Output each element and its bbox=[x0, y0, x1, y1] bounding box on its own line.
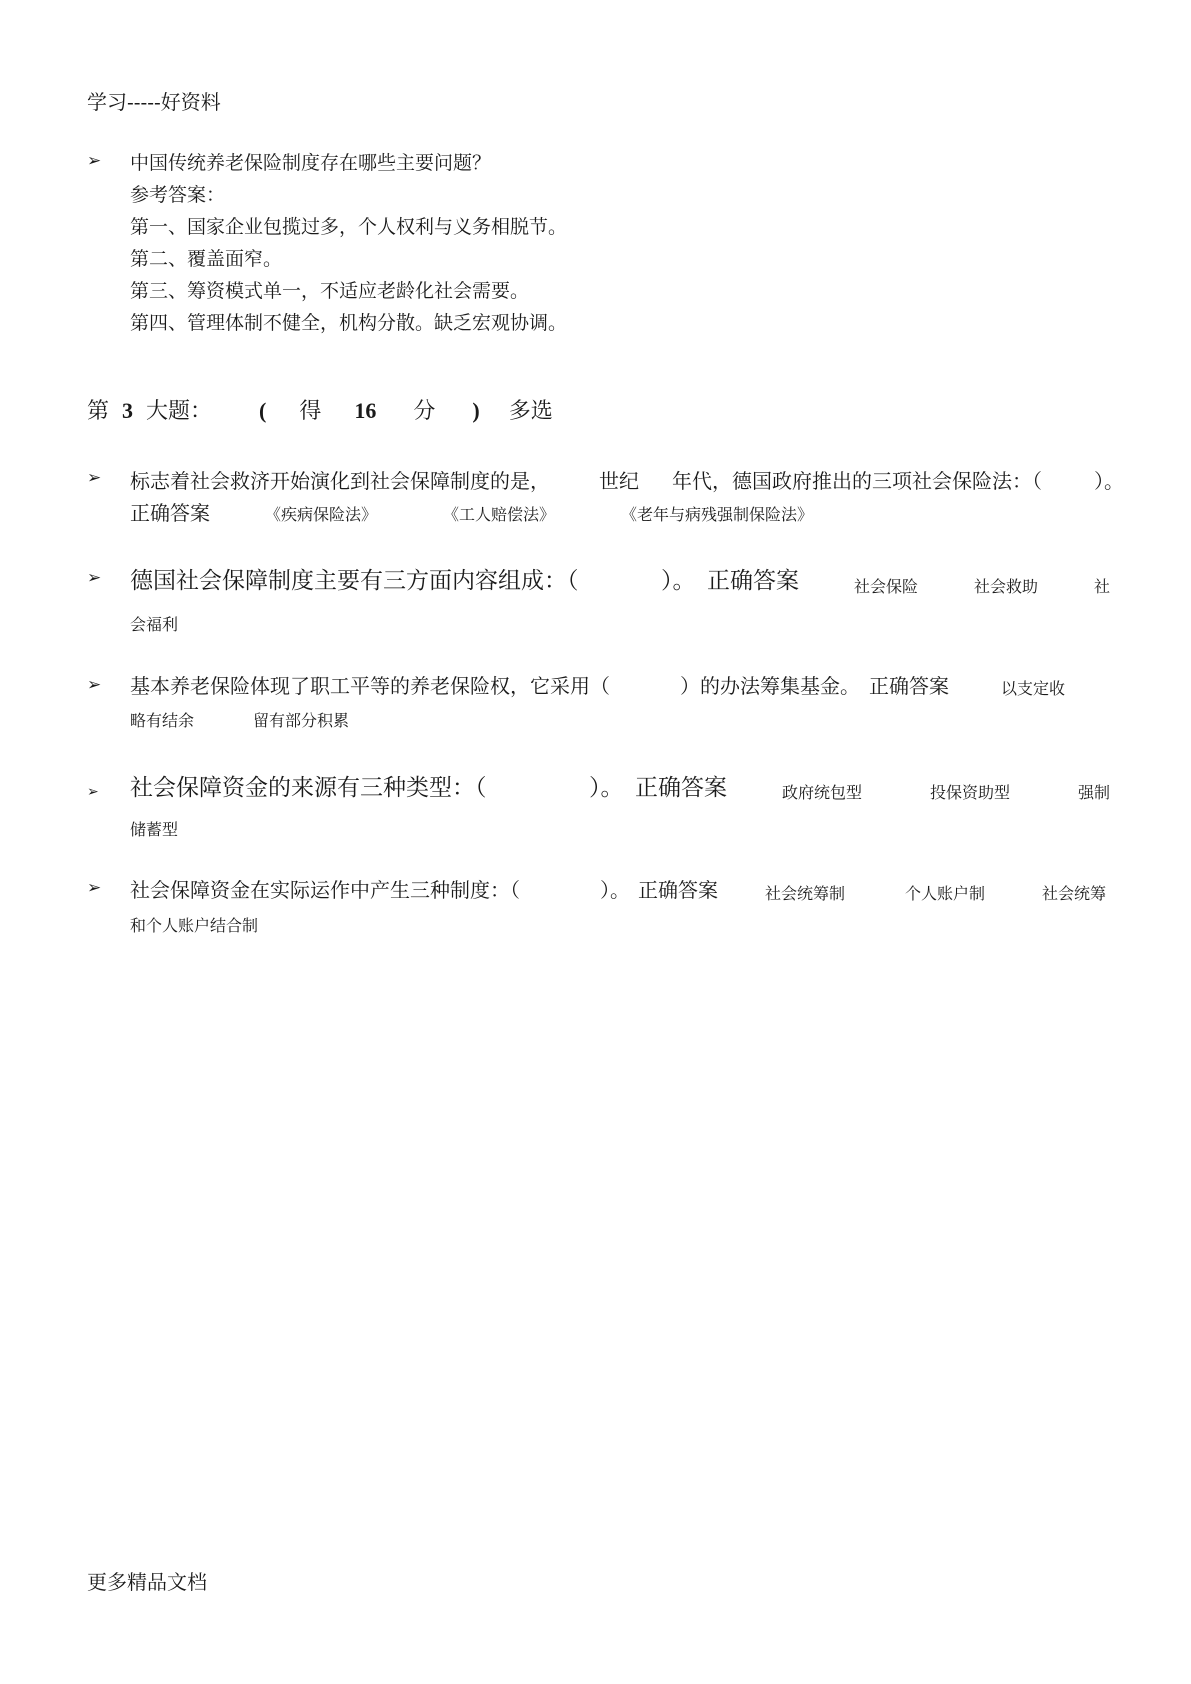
mc1-text-a: 标志着社会救济开始演化到社会保障制度的是， bbox=[130, 469, 550, 493]
mc4-answer-3b: 储蓄型 bbox=[130, 820, 179, 839]
mc4-answer-2: 投保资助型 bbox=[930, 783, 1011, 802]
answer-label: 参考答案： bbox=[130, 184, 226, 206]
mc1-text-d: ）。 bbox=[1094, 469, 1124, 493]
correct-answer-label: 正确答案 bbox=[130, 501, 210, 525]
mc5-text-a: 社会保障资金在实际运作中产生三种制度：（ bbox=[130, 878, 520, 902]
answer-point-3: 第三、筹资模式单一，不适应老龄化社会需要。 bbox=[130, 280, 530, 302]
mc1-answer-1: 《疾病保险法》 bbox=[265, 505, 378, 524]
mc3-answer-3: 留有部分积累 bbox=[253, 711, 350, 730]
bullet-icon: ➢ bbox=[87, 151, 102, 171]
correct-answer-label: 正确答案 bbox=[707, 568, 799, 594]
bullet-icon: ➢ bbox=[87, 675, 102, 695]
question-1-text: 中国传统养老保险制度存在哪些主要问题？ bbox=[130, 152, 492, 174]
section-number: 3 bbox=[122, 398, 134, 423]
mc4-text-b: ）。 bbox=[589, 775, 624, 801]
mc5-answer-1: 社会统筹制 bbox=[765, 884, 846, 903]
mc2-answer-3a: 社 bbox=[1094, 577, 1111, 596]
mc5-answer-3b: 和个人账户结合制 bbox=[130, 916, 259, 935]
mc1-text-b: 世纪 bbox=[599, 469, 639, 493]
mc2-text-a: 德国社会保障制度主要有三方面内容组成：（ bbox=[130, 568, 579, 594]
mc5-answer-2: 个人账户制 bbox=[905, 884, 986, 903]
mc2-text-b: ）。 bbox=[661, 568, 696, 594]
mc2-answer-2: 社会救助 bbox=[974, 577, 1039, 596]
correct-answer-label: 正确答案 bbox=[869, 674, 949, 698]
answer-point-4: 第四、管理体制不健全，机构分散。缺乏宏观协调。 bbox=[130, 312, 568, 334]
mc4-answer-3a: 强制 bbox=[1078, 783, 1111, 802]
bullet-icon: ➢ bbox=[87, 784, 99, 800]
section-prefix: 第 bbox=[87, 399, 110, 424]
mc3-answer-2: 略有结余 bbox=[130, 711, 195, 730]
paren-close: ) bbox=[472, 398, 480, 423]
bullet-icon: ➢ bbox=[87, 468, 102, 488]
page-header: 学习-----好资料 bbox=[87, 90, 221, 114]
page-footer: 更多精品文档 bbox=[87, 1570, 207, 1594]
answer-point-1: 第一、国家企业包揽过多，个人权利与义务相脱节。 bbox=[130, 216, 568, 238]
section-heading bbox=[87, 394, 553, 425]
bullet-icon: ➢ bbox=[87, 568, 102, 588]
mc2-answer-1: 社会保险 bbox=[854, 577, 919, 596]
bullet-icon: ➢ bbox=[87, 878, 102, 898]
mc5-text-b: ）。 bbox=[600, 878, 630, 902]
score-value: 16 bbox=[354, 398, 377, 423]
mc4-text-a: 社会保障资金的来源有三种类型：（ bbox=[130, 775, 487, 801]
mc3-answer-1: 以支定收 bbox=[1001, 679, 1066, 698]
mc4-answer-1: 政府统包型 bbox=[782, 783, 863, 802]
paren-open: ( bbox=[259, 398, 267, 423]
correct-answer-label: 正确答案 bbox=[638, 878, 718, 902]
mc2-answer-3b: 会福利 bbox=[130, 615, 179, 634]
score-label: 得 bbox=[299, 399, 322, 424]
correct-answer-label: 正确答案 bbox=[635, 775, 727, 801]
mc1-answer-2: 《工人赔偿法》 bbox=[443, 505, 556, 524]
score-unit: 分 bbox=[413, 399, 436, 424]
mc1-answer-3: 《老年与病残强制保险法》 bbox=[621, 505, 814, 524]
mc5-answer-3a: 社会统筹 bbox=[1042, 884, 1107, 903]
section-suffix: 大题： bbox=[146, 399, 213, 424]
mc3-text-a: 基本养老保险体现了职工平等的养老保险权，它采用（ bbox=[130, 674, 610, 698]
mc3-text-b: ）的办法筹集基金。 bbox=[680, 674, 860, 698]
mc1-text-c: 年代，德国政府推出的三项社会保险法：（ bbox=[672, 469, 1042, 493]
question-type: 多选 bbox=[508, 399, 553, 424]
answer-point-2: 第二、覆盖面窄。 bbox=[130, 248, 283, 270]
